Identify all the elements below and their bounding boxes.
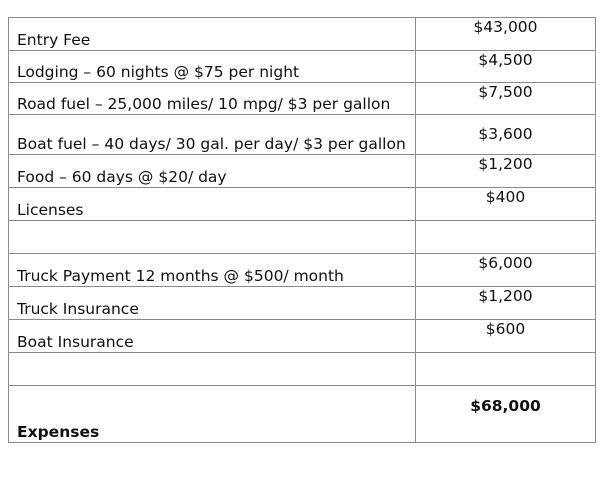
row-amount: $6,000 (416, 254, 596, 287)
row-label (9, 353, 416, 386)
row-label: Boat Insurance (9, 320, 416, 353)
row-label: Licenses (9, 188, 416, 221)
table-row (9, 115, 596, 155)
row-amount (416, 221, 596, 254)
row-label: Truck Payment 12 months @ $500/ month (9, 254, 416, 287)
row-label: Road fuel – 25,000 miles/ 10 mpg/ $3 per gallon (9, 83, 416, 115)
table-row (9, 254, 596, 287)
row-label: Food – 60 days @ $20/ day (9, 155, 416, 188)
total-amount: $68,000 (416, 386, 596, 443)
row-label: Lodging – 60 nights @ $75 per night (9, 51, 416, 83)
row-amount: $1,200 (416, 155, 596, 188)
row-amount: $1,200 (416, 287, 596, 320)
total-row (9, 386, 596, 443)
row-label (9, 221, 416, 254)
table-row-empty (9, 221, 596, 254)
row-label: Truck Insurance (9, 287, 416, 320)
table-row (9, 188, 596, 221)
table-row (9, 287, 596, 320)
table-row (9, 83, 596, 115)
row-amount: $600 (416, 320, 596, 353)
table-row (9, 18, 596, 51)
table-row (9, 51, 596, 83)
table-row (9, 320, 596, 353)
row-label: Entry Fee (9, 18, 416, 51)
row-amount: $4,500 (416, 51, 596, 83)
row-amount: $43,000 (416, 18, 596, 51)
table-row-empty (9, 353, 596, 386)
total-label: Expenses (9, 386, 416, 443)
row-label: Boat fuel – 40 days/ 30 gal. per day/ $3 per gallon (9, 115, 416, 155)
row-amount: $3,600 (416, 115, 596, 155)
row-amount: $400 (416, 188, 596, 221)
row-amount: $7,500 (416, 83, 596, 115)
table-row (9, 155, 596, 188)
row-amount (416, 353, 596, 386)
expenses-table (8, 17, 596, 443)
